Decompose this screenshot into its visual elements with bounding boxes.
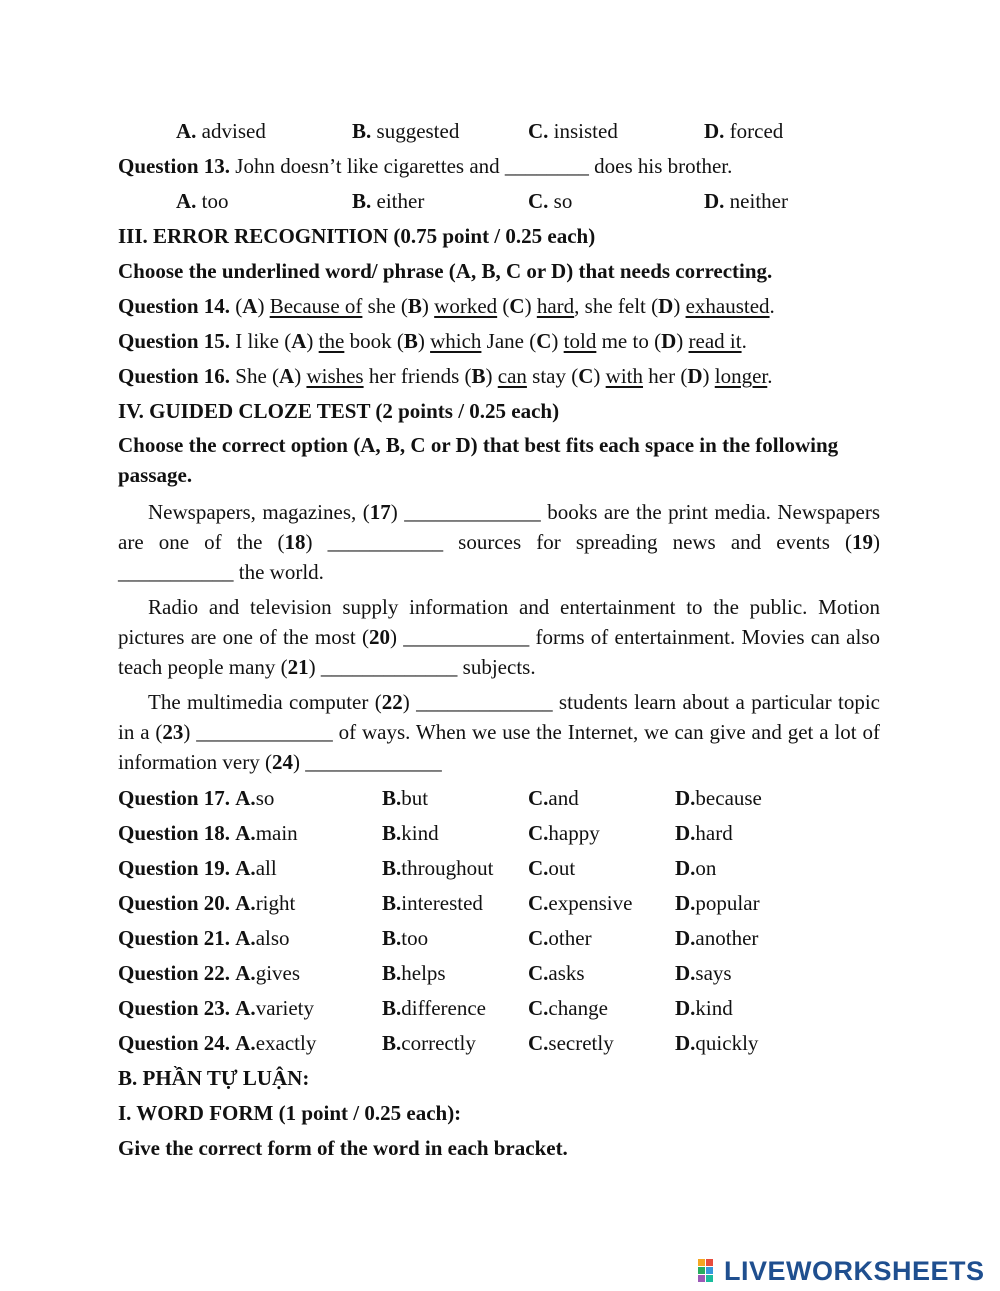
q15-option-a[interactable]: the: [318, 329, 345, 353]
q21-option-a[interactable]: also: [255, 926, 290, 950]
q19-option-a[interactable]: all: [255, 856, 277, 880]
q18-option-a[interactable]: main: [255, 821, 298, 845]
question-16: Question 16. She (A) wishes her friends (B) can stay (C) with her (D) longer.: [118, 364, 773, 388]
q12-option-c[interactable]: insisted: [553, 119, 618, 143]
q24-option-d[interactable]: quickly: [695, 1031, 759, 1055]
q23-option-a[interactable]: variety: [255, 996, 314, 1020]
q20-option-a[interactable]: right: [255, 891, 296, 915]
q24-option-a[interactable]: exactly: [255, 1031, 317, 1055]
passage-paragraph-3: The multimedia computer (22) _____________ students learn about a particular topic in a (23) _____________ of ways. When we use the Internet, we can give and get a lot of information very (24) _____________: [118, 690, 880, 774]
q13-option-c[interactable]: so: [553, 189, 573, 213]
q16-option-a[interactable]: wishes: [306, 364, 364, 388]
section-b-title: B. PHẦN TỰ LUẬN:: [118, 1066, 310, 1090]
q24-option-c[interactable]: secretly: [548, 1031, 614, 1055]
question-21: Question 21. A. also B. too C. other D. another: [118, 926, 759, 950]
q12-option-b[interactable]: suggested: [376, 119, 460, 143]
q24-option-b[interactable]: correctly: [401, 1031, 476, 1055]
q16-option-c[interactable]: with: [605, 364, 644, 388]
question-15: Question 15. I like (A) the book (B) which Jane (C) told me to (D) read it.: [118, 329, 747, 353]
section-3-instruction: Choose the underlined word/ phrase (A, B, C or D) that needs correcting.: [118, 259, 773, 283]
section-b-instruction: Give the correct form of the word in each bracket.: [118, 1136, 568, 1160]
q20-option-b[interactable]: interested: [401, 891, 483, 915]
q16-option-b[interactable]: can: [497, 364, 527, 388]
passage-paragraph-1: Newspapers, magazines, (17) _____________ books are the print media. Newspapers are one of the (18) ___________ sources for spreading news and events (19) ___________ the world.: [118, 500, 881, 584]
section-4-title: IV. GUIDED CLOZE TEST (2 points / 0.25 each): [118, 399, 560, 423]
q19-option-c[interactable]: out: [548, 856, 576, 880]
q17-option-d[interactable]: because: [695, 786, 762, 810]
liveworksheets-logo: [698, 1256, 985, 1286]
q18-option-b[interactable]: kind: [401, 821, 439, 845]
q22-option-d[interactable]: says: [695, 961, 732, 985]
q14-option-b[interactable]: worked: [434, 294, 498, 318]
q23-option-c[interactable]: change: [548, 996, 608, 1020]
q12-option-a[interactable]: advised: [201, 119, 266, 143]
q15-option-b[interactable]: which: [430, 329, 482, 353]
q18-option-c[interactable]: happy: [548, 821, 600, 845]
question-23: Question 23. A. variety B. difference C. change D. kind: [118, 996, 733, 1020]
q20-option-c[interactable]: expensive: [548, 891, 633, 915]
q16-option-d[interactable]: longer: [714, 364, 768, 388]
q23-option-d[interactable]: kind: [695, 996, 733, 1020]
q21-option-c[interactable]: other: [548, 926, 592, 950]
question-19: Question 19. A. all B. throughout C. out D. on: [118, 856, 717, 880]
q19-option-d[interactable]: on: [695, 856, 717, 880]
q17-option-a[interactable]: so: [255, 786, 275, 810]
q19-option-b[interactable]: throughout: [401, 856, 494, 880]
section-b-subtitle: I. WORD FORM (1 point / 0.25 each):: [118, 1101, 462, 1125]
q14-option-c[interactable]: hard: [536, 294, 575, 318]
q12-option-d[interactable]: forced: [729, 119, 784, 143]
q13-option-a[interactable]: too: [201, 189, 229, 213]
section-3-title: III. ERROR RECOGNITION (0.75 point / 0.25 each): [118, 224, 596, 248]
q21-option-d[interactable]: another: [695, 926, 759, 950]
question-22: Question 22. A. gives B. helps C. asks D. says: [118, 961, 732, 985]
q17-option-b[interactable]: but: [401, 786, 429, 810]
question-20: Question 20. A. right B. interested C. expensive D. popular: [118, 891, 760, 915]
question-13: Question 13. John doesn’t like cigarettes and ________ does his brother.: [118, 154, 733, 178]
cloze-passage: [118, 497, 880, 777]
question-14: Question 14. (A) Because of she (B) worked (C) hard, she felt (D) exhausted.: [118, 294, 775, 318]
q13-option-d[interactable]: neither: [729, 189, 788, 213]
q22-option-a[interactable]: gives: [255, 961, 301, 985]
q21-option-b[interactable]: too: [401, 926, 429, 950]
q22-option-c[interactable]: asks: [548, 961, 585, 985]
q20-option-d[interactable]: popular: [695, 891, 760, 915]
q15-option-d[interactable]: read it: [688, 329, 742, 353]
question-24: Question 24. A. exactly B. correctly C. secretly D. quickly: [118, 1031, 759, 1055]
q18-option-d[interactable]: hard: [695, 821, 733, 845]
q14-option-d[interactable]: exhausted: [685, 294, 770, 318]
passage-paragraph-2: Radio and television supply information and entertainment to the public. Motion pictures are one of the most (20) ____________ forms of entertainment. Movies can also teach people many (21) _____________ subjects.: [118, 595, 880, 679]
q23-option-b[interactable]: difference: [401, 996, 486, 1020]
q14-option-a[interactable]: Because of: [269, 294, 363, 318]
q15-option-c[interactable]: told: [563, 329, 597, 353]
liveworksheets-logo-icon: [698, 1259, 722, 1283]
q22-option-b[interactable]: helps: [401, 961, 446, 985]
q13-option-b[interactable]: either: [376, 189, 425, 213]
q17-option-c[interactable]: and: [548, 786, 579, 810]
question-17: Question 17. A. so B. but C. and D. because: [118, 786, 762, 810]
logo-text: LIVEWORKSHEETS: [724, 1256, 985, 1286]
question-18: Question 18. A. main B. kind C. happy D. hard: [118, 821, 733, 845]
section-4-instruction: Choose the correct option (A, B, C or D) that best fits each space in the following passage.: [118, 433, 839, 487]
